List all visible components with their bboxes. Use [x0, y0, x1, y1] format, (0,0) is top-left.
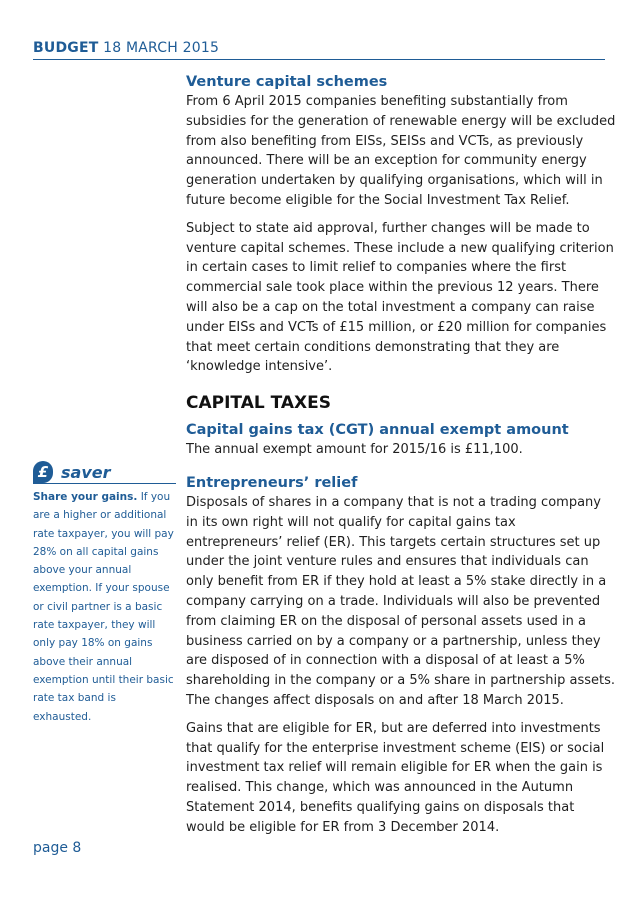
header-budget: BUDGET [33, 40, 99, 56]
saver-sidebar [33, 461, 176, 726]
er-paragraph-2: Gains that are eligible for ER, but are deferred into investments that qualify for the enterprise investment scheme (EIS) or social investment tax relief will remain eligible for ER when the gain is realised. This change, which was announced in the Autumn Statement 2014, benefits qualifying gains on disposals that would be eligible for ER from 3 December 2014. [186, 720, 605, 835]
venture-paragraph-1: From 6 April 2015 companies benefiting substantially from subsidies for the generation of renewable energy will be excluded from also benefiting from EISs, SEISs and VCTs, as previously announced. There will be an exception for community energy generation undertaken by qualifying organisations, which will in future become eligible for the Social Investment Tax Relief. [186, 94, 616, 208]
cgt-paragraph: The annual exempt amount for 2015/16 is £11,100. [186, 442, 523, 458]
er-paragraph-1: Disposals of shares in a company that is not a trading company in its own right will not qualify for capital gains tax entrepreneurs’ relief (ER). This targets certain structures set up under the joint venture rules and ensures that individuals can only benefit from ER if they hold at least a 5% stake directly in a company carrying on a trade. Individuals will also be prevented from claiming ER on the disposal of personal assets used in a business carried on by a company or a partnership, unless they are disposed of in connection with a disposal of at least a 5% shareholding in the company or a 5% share in partnership assets. The changes affect disposals on and after 18 March 2015. [186, 494, 616, 708]
saver-tip-text: If you are a higher or additional rate taxpayer, you will pay 28% on all capital gains above your annual exemption. If your spouse or civil partner is a basic rate taxpayer, they will only pay 18% on gains above their annual exemption until their basic rate tax band is exhausted. [33, 491, 174, 723]
main-column [186, 73, 616, 838]
saver-label: saver [61, 462, 111, 482]
page-header [33, 40, 605, 60]
er-title: Entrepreneurs’ relief [186, 474, 358, 491]
page-number: page 8 [33, 840, 82, 856]
venture-paragraph-2: Subject to state aid approval, further changes will be made to venture capital schemes. These include a new qualifying criterion in certain cases to limit relief to companies where the first commercial sale took place within the previous 12 years. There will also be a cap on the total investment a company can raise under EISs and VCTs of £15 million, or £20 million for companies that meet certain conditions demonstrating that they are ‘knowledge intensive’. [186, 220, 614, 375]
header-date: 18 MARCH 2015 [103, 40, 220, 56]
cgt-title: Capital gains tax (CGT) annual exempt amount [186, 422, 569, 439]
saver-tip [33, 488, 176, 726]
saver-tip-lead: Share your gains. [33, 491, 138, 503]
saver-header [33, 461, 176, 484]
venture-title: Venture capital schemes [186, 74, 388, 90]
pound-icon: £ [33, 461, 53, 483]
capital-taxes-title: CAPITAL TAXES [186, 393, 331, 414]
